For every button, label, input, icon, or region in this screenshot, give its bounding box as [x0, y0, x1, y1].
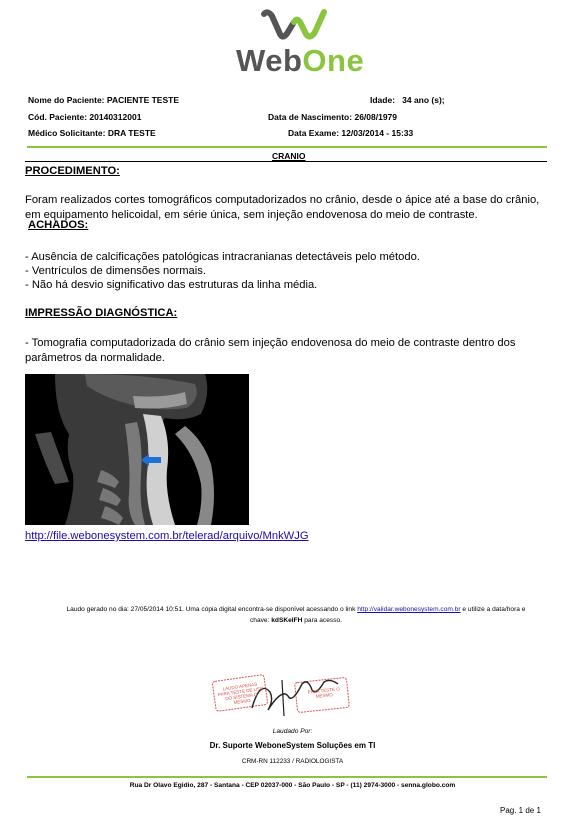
- impression-text: - Tomografia computadorizada do crânio sem injeção endovenosa do meio de contraste dentro dos parâmetros da normalidade.: [25, 337, 516, 364]
- brand-one: One: [302, 43, 365, 78]
- page-number: Pag. 1 de 1: [500, 806, 541, 815]
- doctor-row: [28, 128, 156, 139]
- weboneone-logo-icon: [258, 4, 330, 44]
- patient-name-value: PACIENTE TESTE: [106, 95, 180, 105]
- patient-code-label: Cód. Paciente:: [28, 112, 88, 122]
- patient-age-label: Idade:: [370, 95, 396, 105]
- patient-code-value: 20140312001: [89, 112, 142, 122]
- patient-name-label: Nome do Paciente:: [28, 95, 105, 105]
- doctor-label: Médico Solicitante:: [28, 128, 106, 138]
- exam-date-row: [288, 128, 413, 139]
- doctor-value: DRA TESTE: [107, 128, 156, 138]
- patient-birth-row: [268, 112, 397, 123]
- finding-item: - Não há desvio significativo das estruturas da linha média.: [25, 279, 318, 291]
- verification-prefix: Laudo gerado no dia: 27/05/2014 10:51. Uma cópia digital encontra-se disponível acessando o link: [66, 606, 358, 613]
- exam-date-value: 12/03/2014 - 15:33: [341, 128, 414, 138]
- laudado-por-label: Laudado Por:: [272, 728, 313, 735]
- verification-key-suffix: para acesso.: [302, 616, 342, 624]
- patient-code-row: [28, 112, 141, 123]
- procedure-text: Foram realizados cortes tomográficos computadorizados no crânio, desde o ápice até a base do crânio, em equipamento helicoidal, em série única, sem injeção endovenosa do meio de contraste.: [25, 194, 540, 221]
- verification-key: kdSKeIFH: [271, 616, 303, 624]
- title-divider: [25, 161, 547, 162]
- patient-name-row: [28, 95, 179, 106]
- procedure-heading: PROCEDIMENTO:: [25, 165, 120, 177]
- header-divider: [27, 146, 547, 148]
- verification-note: [32, 605, 560, 626]
- findings-heading: ACHADOS:: [28, 219, 89, 231]
- stamp-left-text: LAUDO APENAS PARA TESTE DE USO DO SISTEMA O MESMO: [217, 681, 264, 706]
- signer-name: Dr. Suporte WeboneSystem Soluções em TI: [209, 741, 376, 750]
- verification-suffix: e utilize a data/hora e: [460, 606, 526, 613]
- footer-address: Rua Dr Olavo Egidio, 287 - Santana - CEP 02037-000 - São Paulo - SP - (11) 2974-3000 - senna.globo.com: [129, 782, 456, 789]
- image-archive-link[interactable]: http://file.webonesystem.com.br/telerad/arquivo/MnkWJG: [25, 530, 309, 542]
- brand-logo-text: [236, 44, 364, 78]
- finding-item: - Ausência de calcificações patológicas intracranianas detectáveis pelo método.: [25, 251, 420, 263]
- patient-birth-value: 26/08/1979: [354, 112, 398, 122]
- verification-key-prefix: chave:: [249, 616, 272, 624]
- footer-divider: [27, 776, 547, 778]
- signature-stamp-icon: [212, 670, 352, 718]
- impression-heading: IMPRESSÃO DIAGNÓSTICA:: [25, 307, 178, 319]
- brand-web: Web: [236, 43, 303, 78]
- arrow-marker-icon: [141, 453, 161, 471]
- exam-title: CRANIO: [272, 151, 306, 161]
- verification-link[interactable]: http://validar.webonesystem.com.br: [357, 606, 461, 613]
- patient-age-value: 34 ano (s);: [402, 95, 445, 105]
- mri-sagittal-image: [25, 374, 249, 525]
- finding-item: - Ventrículos de dimensões normais.: [25, 265, 206, 277]
- signer-crm: CRM-RN 112233 / RADIOLOGISTA: [241, 758, 344, 765]
- patient-birth-label: Data de Nascimento:: [268, 112, 353, 122]
- patient-age-row: [370, 95, 445, 106]
- stamp-right-text: PARA TESTE O MESMO: [307, 686, 340, 699]
- exam-date-label: Data Exame:: [288, 128, 340, 138]
